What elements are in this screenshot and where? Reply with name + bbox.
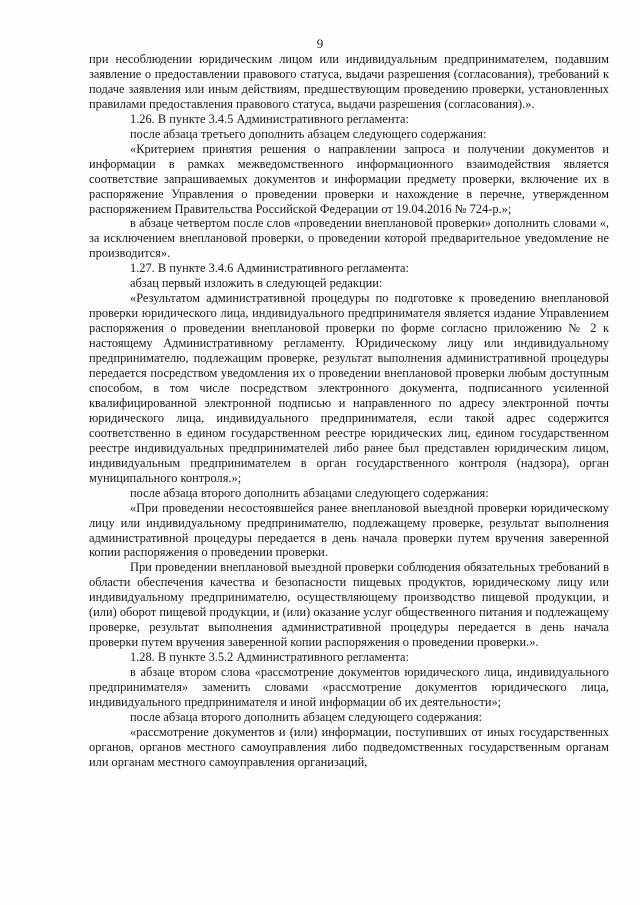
document-body: [89, 52, 609, 770]
paragraph: «Результатом административной процедуры по подготовке к проведению внеплановой проверки юридического лица, индивидуального предпринимателя является издание Управлением распоряжения о проведении внеплановой проверки по форме согласно приложению № 2 к настоящему Административному регламенту. Юридическому лицу или индивидуальному предпринимателю, подлежащим проверке, результат выполнения административной процедуры передается посредством уведомления их о проведении внеплановой проверки любым доступным способом, в том числе посредством электронного документа, подписанного усиленной квалифицированной электронной подписью и направленного по адресу электронной почты юридического лица, индивидуального предпринимателя, если такой адрес содержится соответственно в едином государственном реестре юридических лиц, едином государственном реестре индивидуальных предпринимателей либо ранее был представлен юридическим лицом, индивидуальным предпринимателем в орган государственного контроля (надзора), орган муниципального контроля.»;: [89, 291, 609, 485]
paragraph: после абзаца второго дополнить абзацами следующего содержания:: [130, 485, 489, 500]
paragraph: «При проведении несостоявшейся ранее внеплановой выездной проверки юридическому лицу или индивидуальному предпринимателю, подлежащему проверке, результат выполнения административной процедуры передается в день начала проверки путем вручения заверенной копии распоряжения о проведении проверки.: [89, 500, 609, 560]
paragraph: в абзаце четвертом после слов «проведении внеплановой проверки» дополнить словами «, за исключением внеплановой проверки, о проведении которой предварительное уведомление не производится».: [89, 216, 609, 261]
paragraph: после абзаца второго дополнить абзацем следующего содержания:: [130, 709, 483, 724]
paragraph: 1.26. В пункте 3.4.5 Административного регламента:: [130, 111, 409, 126]
paragraph: 1.28. В пункте 3.5.2 Административного регламента:: [130, 650, 409, 665]
paragraph: в абзаце втором слова «рассмотрение документов юридического лица, индивидуального предпринимателя» заменить словами «рассмотрение документов юридического лица, индивидуального предпринимателя и иной информации об их деятельности»;: [89, 665, 609, 709]
paragraph: при несоблюдении юридическим лицом или индивидуальным предпринимателем, подавшим заявление о предоставлении правового статуса, выдачи разрешения (согласования), требований к подаче заявления или иным действиям, предшествующим проведению проверки, установленных правилами предоставления правового статуса, выдачи разрешения (согласования).».: [89, 52, 609, 111]
paragraph: «рассмотрение документов и (или) информации, поступивших от иных государственных органов, органов местного самоуправления либо подведомственных государственным органам или органам местного самоуправления организаций,: [89, 724, 609, 769]
paragraph: абзац первый изложить в следующей редакции:: [130, 276, 383, 291]
paragraph: после абзаца третьего дополнить абзацем следующего содержания:: [130, 126, 487, 141]
paragraph: При проведении внеплановой выездной проверки соблюдения обязательных требований в области обеспечения качества и безопасности пищевых продуктов, юридическому лицу или индивидуальному предпринимателю, осуществляющему производство пищевой продукции, и (или) оборот пищевой продукции, и (или) оказание услуг общественного питания и подлежащему проверке, результат выполнения административной процедуры передается в день начала проверки путем вручения заверенной копии распоряжения о проведении проверки.».: [89, 560, 609, 650]
paragraph: «Критерием принятия решения о направлении запроса и получении документов и информации в рамках межведомственного информационного взаимодействия является соответствие запрашиваемых документов и информации предмету проверки, включение их в распоряжение Управления о проведении проверки и нахождение в перечне, утвержденном распоряжением Правительства Российской Федерации от 19.04.2016 № 724-р.»;: [89, 141, 609, 216]
paragraph: 1.27. В пункте 3.4.6 Административного регламента:: [130, 261, 409, 276]
page-number: 9: [316, 36, 324, 51]
